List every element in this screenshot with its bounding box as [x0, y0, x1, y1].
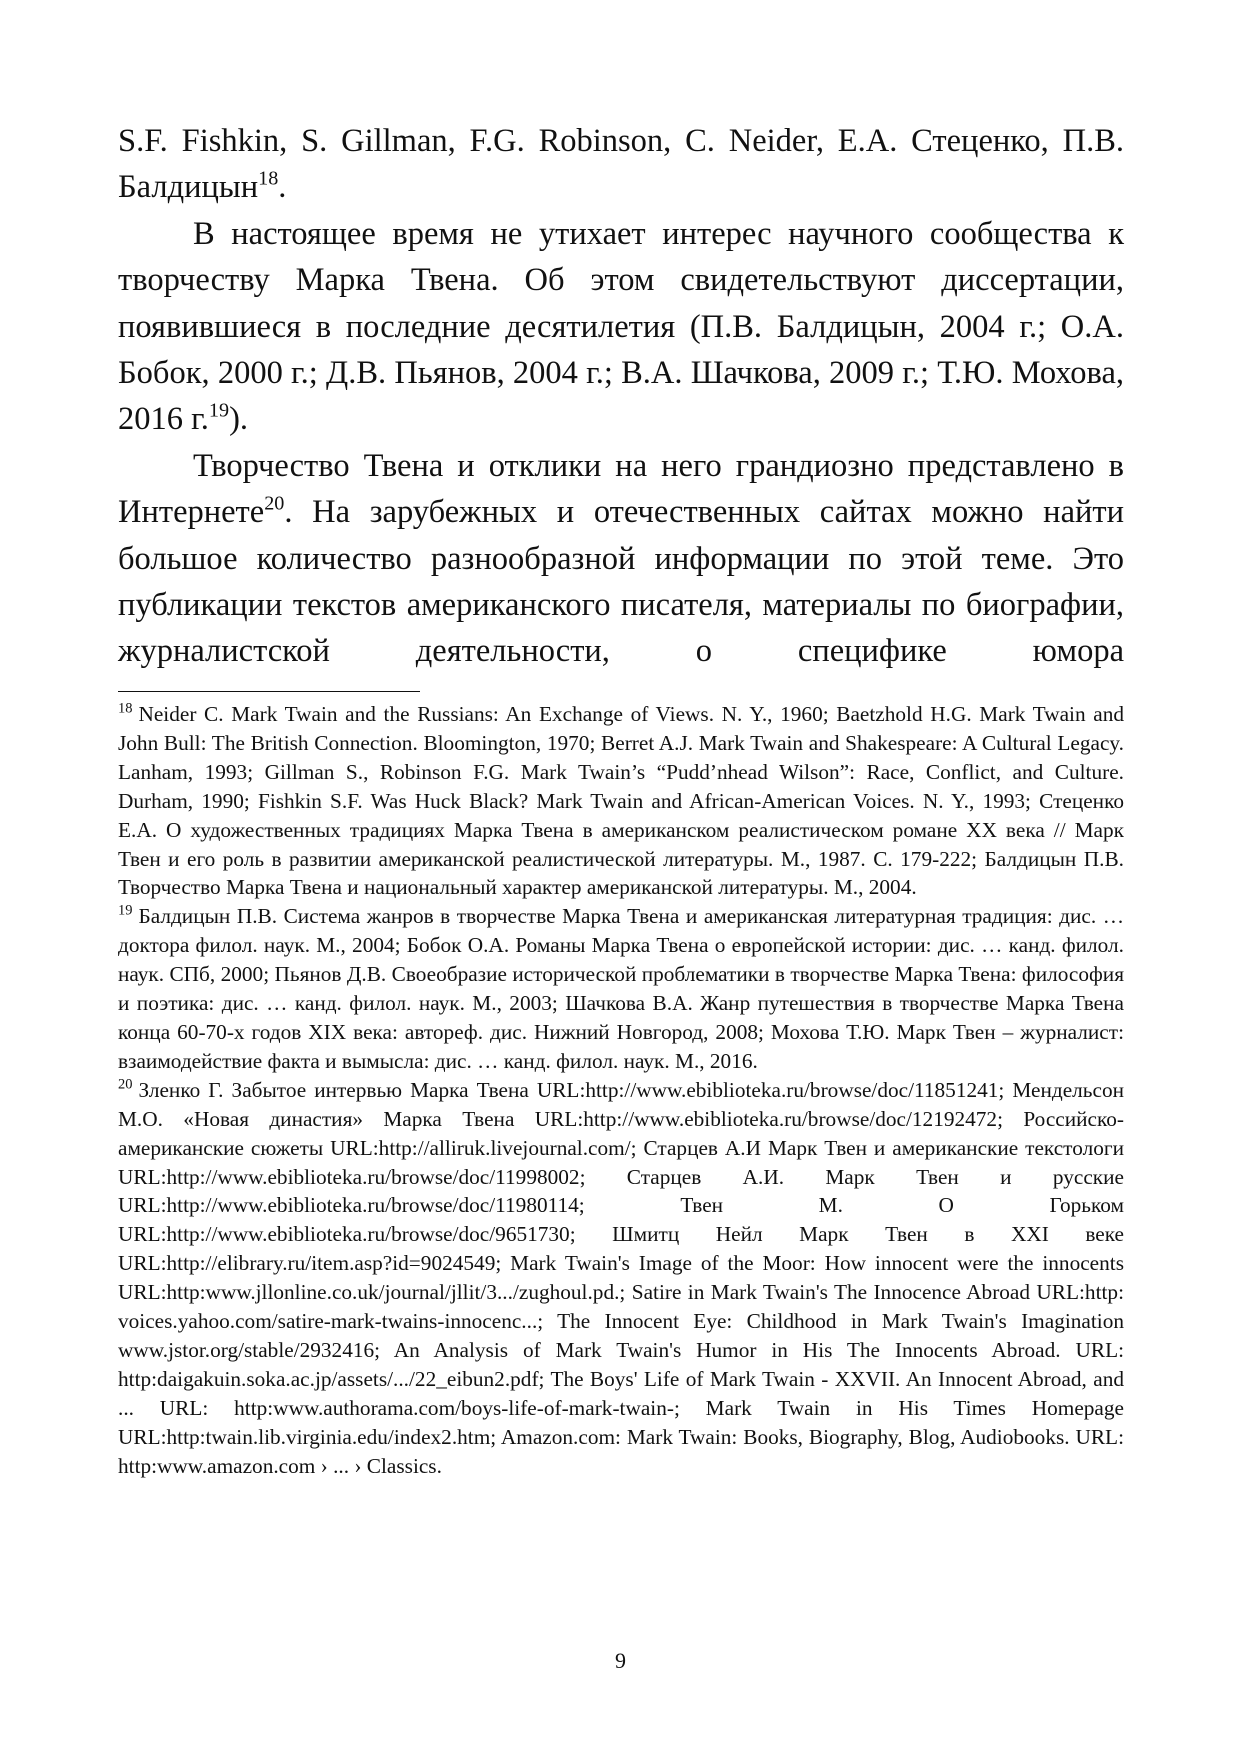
page-number: 9	[615, 1648, 626, 1673]
footnote-number: 20	[118, 1076, 133, 1093]
footnote-18	[118, 700, 1124, 902]
footnote-19	[118, 902, 1124, 1075]
paragraph	[118, 211, 1124, 443]
paragraph-end: .	[278, 169, 287, 206]
footnote-20	[118, 1076, 1124, 1481]
footnote-ref-18[interactable]: 18	[258, 167, 279, 190]
footnote-text: Балдицын П.В. Система жанров в творчестве Марка Твена и американская литературная традиция: дис. … доктора филол. наук. М., 2004; Бобок О.А. Романы Марка Твена о европейской истории: дис. … канд. филол. наук. СПб, 2000; Пьянов Д.В. Своеобразие исторической проблематики в творчестве Марка Твена: философия и поэтика: дис. … канд. филол. наук. М., 2003; Шачкова В.А. Жанр путешествия в творчестве Марка Твена конца 60-70-х годов XIX века: автореф. дис. Нижний Новгород, 2008; Мохова Т.Ю. Марк Твен – журналист: взаимодействие факта и вымысла: дис. … канд. филол. наук. М., 2016.	[118, 904, 1124, 1073]
paragraph-text: В настоящее время не утихает интерес научного сообщества к творчеству Марка Твена. Об этом свидетельствуют диссертации, появившиеся в последние десятилетия (П.В. Балдицын, 2004 г.; О.А. Бобок, 2000 г.; Д.В. Пьянов, 2004 г.; В.А. Шачкова, 2009 г.; Т.Ю. Мохова, 2016 г.	[118, 215, 1124, 438]
paragraph	[118, 443, 1124, 675]
paragraph-continued	[118, 118, 1124, 211]
footnote-separator	[118, 691, 420, 692]
footnote-number: 19	[118, 902, 133, 919]
paragraph-text: . На зарубежных и отечественных сайтах можно найти большое количество разнообразной информации по этой теме. Это публикации текстов американского писателя, материалы по биографии, журналистской деятельности, о специфике юмора	[118, 494, 1124, 670]
footnote-ref-19[interactable]: 19	[208, 399, 230, 422]
paragraph-text: S.F. Fishkin, S. Gillman, F.G. Robinson, C. Neider, E.A. Стеценко, П.В. Балдицын	[118, 123, 1124, 206]
main-text	[118, 118, 1124, 675]
paragraph-end: ).	[229, 401, 249, 438]
footnotes	[118, 700, 1124, 1480]
paragraph-text: Творчество Твена и отклики на него грандиозно представлено в Интернете	[118, 447, 1124, 531]
footnote-text: Neider C. Mark Twain and the Russians: An Exchange of Views. N. Y., 1960; Baetzhold H.G. Mark Twain and John Bull: The British Connection. Bloomington, 1970; Berret A.J. Mark Twain and Shakespeare: A Cultural Legacy. Lanham, 1993; Gillman S., Robinson F.G. Mark Twain’s “Pudd’nhead Wilson”: Race, Conflict, and Culture. Durham, 1990; Fishkin S.F. Was Huck Black? Mark Twain and African-American Voices. N. Y., 1993; Стеценко Е.А. О художественных традициях Марка Твена в американском реалистическом романе XX века // Марк Твен и его роль в развитии американской реалистической литературы. М., 1987. С. 179-222; Балдицын П.В. Творчество Марка Твена и национальный характер американской литературы. М., 2004.	[118, 702, 1124, 900]
footnote-number: 18	[118, 700, 133, 717]
footnote-ref-20[interactable]: 20	[264, 492, 285, 515]
footnote-text: Зленко Г. Забытое интервью Марка Твена URL:http://www.ebiblioteka.ru/browse/doc/11851241; Мендельсон М.О. «Новая династия» Марка Твена URL:http://www.ebiblioteka.ru/browse/doc/12192472; Российско-американские сюжеты URL:http://alliruk.livejournal.com/; Старцев А.И Марк Твен и американские текстологи URL:http://www.ebibliotеka.ru/browse/doc/11998002; Старцев А.И. Марк Твен и русские URL:http://www.ebiblioteka.ru/browse/doc/11980114; Твен М. О Горьком URL:http://www.ebiblioteka.ru/browse/doc/9651730; Шмитц Нейл Марк Твен в XXI веке URL:http://elibrary.ru/item.asp?id=9024549; Mark Twain's Image of the Moor: How innocent were the innocents URL:http:www.jllonline.co.uk/journal/jllit/3.../zughoul.pd.; Satire in Mark Twain's The Innocence Abroad URL:http: voices.yahoo.com/satire-mark-twains-innocenc...; The Innocent Eye: Childhood in Mark Twain's Imagination www.jstor.org/stable/2932416; An Analysis of Mark Twain's Humor in His The Innocents Abroad. URL: http:daigakuin.soka.ac.jp/assets/.../22_eibun2.pdf; The Boys' Life of Mark Twain - XXVII. An Innocent Abroad, and ... URL: http:www.authorama.com/boys-life-of-mark-twain-; Mark Twain in His Times Homepage URL:http:twain.lib.virginia.edu/index2.htm; Amazon.com: Mark Twain: Books, Biography, Blog, Audiobooks. URL: http:www.amazon.com › ... › Classics.	[118, 1077, 1124, 1478]
